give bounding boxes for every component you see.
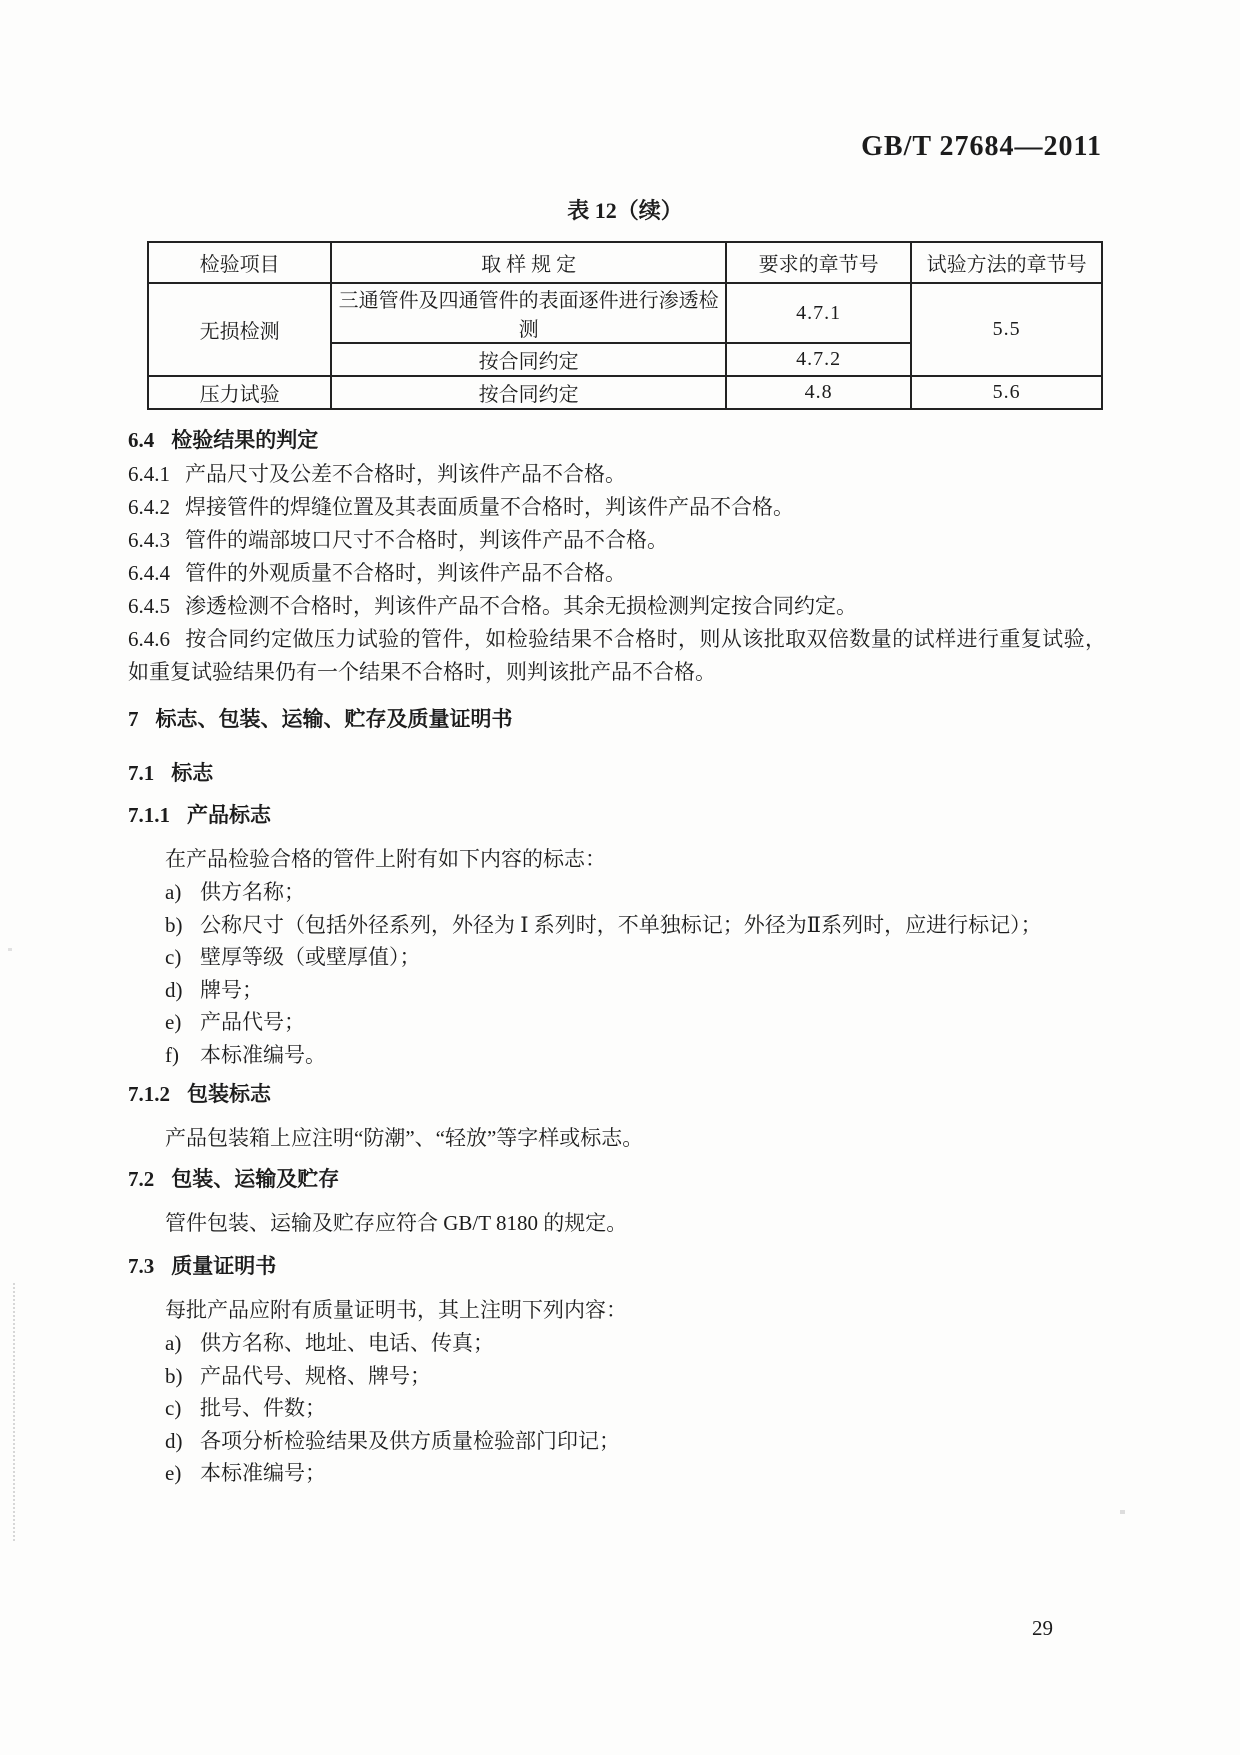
clause-6-4-2 [128,491,1106,524]
clause-title: 包装、运输及贮存 [171,1167,340,1191]
clause-number: 6.4.2 [128,495,170,519]
page-number: 29 [1032,1616,1053,1640]
scan-artifact-line [13,1283,15,1541]
list-item [128,974,1106,1007]
list-item-label: c) [165,945,182,969]
clause-text: 管件的外观质量不合格时，判该件产品不合格。 [185,561,626,585]
table-row [148,283,1102,343]
list-item-text: 批号、件数； [200,1396,326,1420]
clause-number: 6.4.6 [128,627,170,651]
list-item [128,941,1106,974]
clause-title: 标志、包装、运输、贮存及质量证明书 [155,707,513,731]
list-item [128,1360,1106,1393]
standard-number: GB/T 27684—2011 [861,131,1102,162]
clause-6-4-1 [128,458,1106,491]
table-header-row [148,242,1102,283]
list-item [128,1006,1106,1039]
clause-title: 质量证明书 [171,1254,277,1278]
table-row [148,376,1102,409]
clause-text: 产品尺寸及公差不合格时，判该件产品不合格。 [185,462,626,486]
list-item-label: b) [165,912,183,937]
clause-number: 7.2 [128,1167,155,1191]
cell-method-3: 5.6 [911,376,1102,409]
list-item-label: f) [165,1042,179,1067]
clause-title: 包装标志 [187,1082,271,1106]
clause-6-4-5 [128,590,1106,623]
cell-sampling-3: 按合同约定 [331,376,726,409]
list-7-1-1 [128,876,1106,1071]
table-title: 表 12（续） [567,198,683,223]
list-item-text: 供方名称、地址、电话、传真； [200,1331,494,1355]
col-header-test-method-clause: 试验方法的章节号 [911,242,1102,283]
list-item-text: 产品代号、规格、牌号； [200,1363,431,1388]
clause-text: 渗透检测不合格时，判该件产品不合格。其余无损检测判定按合同约定。 [185,594,857,618]
cell-req-1: 4.7.1 [726,283,911,343]
heading-7-1-1 [128,799,1106,832]
list-7-3 [128,1327,1106,1490]
list-item [128,1425,1106,1458]
heading-7-3 [128,1250,1106,1283]
scan-artifact-speck [1120,1510,1125,1514]
clause-number: 7.3 [128,1254,155,1278]
list-item [128,1457,1106,1490]
clause-6-4-4 [128,557,1106,590]
clause-number: 7.1.2 [128,1082,170,1106]
list-item-label: d) [165,1428,183,1453]
clause-number: 6.4.5 [128,594,170,618]
scan-artifact-speck [8,948,12,951]
clause-number: 6.4.3 [128,528,170,552]
heading-7-2 [128,1163,1106,1196]
body-content [128,408,1106,1490]
list-item-text: 壁厚等级（或壁厚值）； [200,945,421,969]
list-item-text: 牌号； [200,977,263,1002]
heading-7-1-2 [128,1078,1106,1111]
list-item-text: 本标准编号； [200,1461,326,1485]
clause-6-4-3 [128,524,1106,557]
col-header-requirement-clause: 要求的章节号 [726,242,911,283]
list-item [128,876,1106,909]
clause-number: 7.1.1 [128,803,170,827]
list-item-label: b) [165,1363,183,1388]
list-item [128,1392,1106,1425]
list-item-text: 各项分析检验结果及供方质量检验部门印记； [200,1428,620,1453]
cell-req-2: 4.7.2 [726,343,911,376]
clause-title: 检验结果的判定 [171,428,319,452]
inspection-table [147,241,1103,410]
clause-title: 产品标志 [187,803,271,827]
clause-number: 7 [128,707,139,731]
cell-item-pressure: 压力试验 [148,376,331,409]
paragraph-7-1-2: 产品包装箱上应注明“防潮”、“轻放”等字样或标志。 [165,1126,644,1150]
clause-text: 按合同约定做压力试验的管件，如检验结果不合格时，则从该批取双倍数量的试样进行重复试验，如重复试验结果仍有一个结果不合格时，则判该批产品不合格。 [128,627,1106,684]
cell-method-1: 5.5 [911,283,1102,376]
clause-title: 标志 [171,761,214,785]
heading-7 [128,703,1106,736]
list-item-text: 公称尺寸（包括外径系列，外径为 Ⅰ 系列时，不单独标记；外径为Ⅱ系列时，应进行标记）； [200,912,1042,937]
clause-number: 6.4.1 [128,462,170,486]
list-item-text: 产品代号； [200,1010,305,1034]
paragraph-7-2: 管件包装、运输及贮存应符合 GB/T 8180 的规定。 [165,1211,628,1235]
clause-6-4-6 [128,623,1106,689]
clause-number: 7.1 [128,761,155,785]
list-item-label: a) [165,1331,182,1355]
clause-number: 6.4.4 [128,561,170,585]
heading-7-1 [128,757,1106,790]
cell-item-ndt: 无损检测 [148,283,331,376]
list-item-label: c) [165,1396,182,1420]
col-header-sampling: 取 样 规 定 [331,242,726,283]
list-item [128,1327,1106,1360]
list-item-label: e) [165,1461,182,1485]
heading-6-4 [128,424,1106,457]
cell-sampling-1: 三通管件及四通管件的表面逐件进行渗透检测 [331,283,726,343]
list-item-label: e) [165,1010,182,1034]
cell-sampling-2: 按合同约定 [331,343,726,376]
cell-req-3: 4.8 [726,376,911,409]
clause-text: 焊接管件的焊缝位置及其表面质量不合格时，判该件产品不合格。 [185,495,794,519]
list-item [128,1039,1106,1072]
list-item [128,909,1106,942]
list-item-label: a) [165,880,182,904]
clause-list-6-4 [128,458,1106,689]
paragraph-7-1-1-intro: 在产品检验合格的管件上附有如下内容的标志： [165,847,606,871]
col-header-item: 检验项目 [148,242,331,283]
list-item-text: 供方名称； [200,880,305,904]
paragraph-7-3-intro: 每批产品应附有质量证明书，其上注明下列内容： [165,1298,627,1322]
clause-number: 6.4 [128,428,155,452]
clause-text: 管件的端部坡口尺寸不合格时，判该件产品不合格。 [185,528,668,552]
list-item-text: 本标准编号。 [200,1042,326,1067]
list-item-label: d) [165,977,183,1002]
